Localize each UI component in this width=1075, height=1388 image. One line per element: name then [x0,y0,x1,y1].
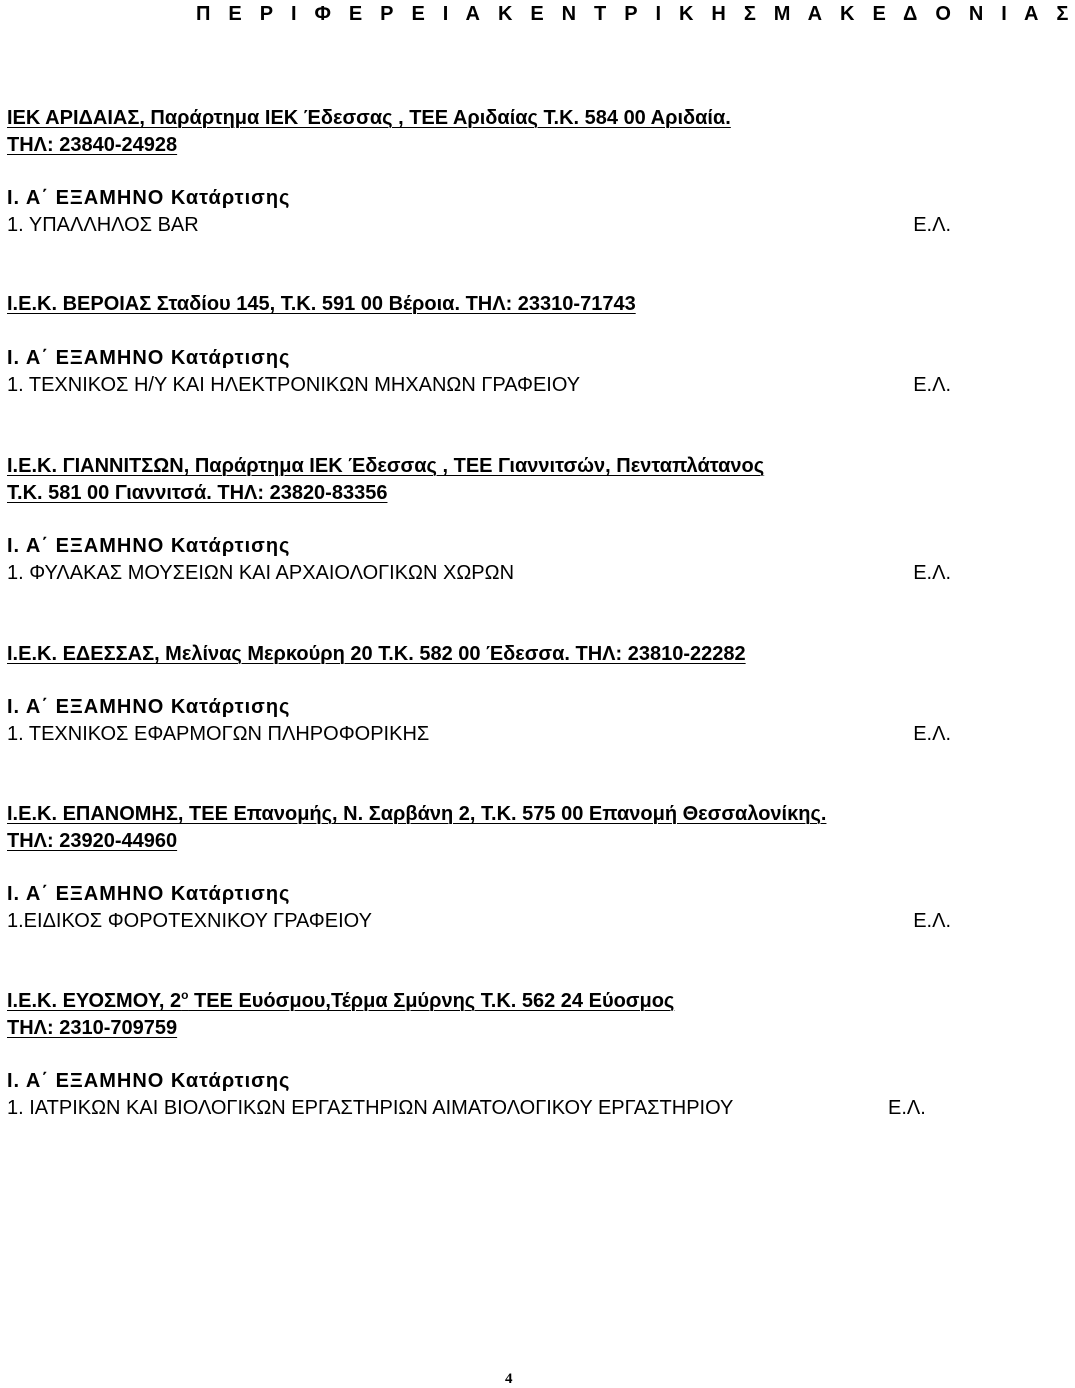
institute-name-suffix: ΤΕΕ Ευόσμου,Τέρμα Σμύρνης Τ.Κ. 562 24 Εύοσμος [188,990,675,1012]
institute-phone: ΤΗΛ: 23840-24928 [7,134,178,156]
semester-heading: Ι. Α΄ ΕΞΑΜΗΝΟ Κατάρτισης [7,187,291,209]
course-code: Ε.Λ. [888,1097,926,1119]
course-name: 1. ΥΠΑΛΛΗΛΟΣ BAR [7,214,199,236]
semester-heading: Ι. Α΄ ΕΞΑΜΗΝΟ Κατάρτισης [7,535,291,557]
course-code: Ε.Λ. [913,562,951,584]
course-name: 1. ΤΕΧΝΙΚΟΣ Η/Υ ΚΑΙ ΗΛΕΚΤΡΟΝΙΚΩΝ ΜΗΧΑΝΩΝ ΓΡΑΦΕΙΟΥ [7,374,581,396]
institute-name: ΙΕΚ ΑΡΙΔΑΙΑΣ, Παράρτημα ΙΕΚ Έδεσσας , ΤΕΕ Αριδαίας Τ.Κ. 584 00 Αριδαία. [7,107,731,129]
page-number: 4 [505,1371,513,1387]
semester-heading: Ι. Α΄ ΕΞΑΜΗΝΟ Κατάρτισης [7,883,291,905]
course-code: Ε.Λ. [913,723,951,745]
semester-heading: Ι. Α΄ ΕΞΑΜΗΝΟ Κατάρτισης [7,696,291,718]
institute-name-prefix: Ι.Ε.Κ. ΕΥΟΣΜΟΥ, 2 [7,990,182,1012]
institute-name [7,989,674,1013]
course-code: Ε.Λ. [913,910,951,932]
semester-heading: Ι. Α΄ ΕΞΑΜΗΝΟ Κατάρτισης [7,1070,291,1092]
institute-name: Ι.Ε.Κ. ΓΙΑΝΝΙΤΣΩΝ, Παράρτημα ΙΕΚ Έδεσσας , ΤΕΕ Γιαννιτσών, Πενταπλάτανος [7,455,765,477]
semester-heading: Ι. Α΄ ΕΞΑΜΗΝΟ Κατάρτισης [7,347,291,369]
course-name: 1.ΕΙΔΙΚΟΣ ΦΟΡΟΤΕΧΝΙΚΟΥ ΓΡΑΦΕΙΟΥ [7,910,372,932]
institute-phone: ΤΗΛ: 2310-709759 [7,1017,178,1039]
course-code: Ε.Λ. [913,214,951,236]
course-name: 1. ΙΑΤΡΙΚΩΝ ΚΑΙ ΒΙΟΛΟΓΙΚΩΝ ΕΡΓΑΣΤΗΡΙΩΝ ΑΙΜΑΤΟΛΟΓΙΚΟΥ ΕΡΓΑΣΤΗΡΙΟΥ [7,1097,734,1119]
institute-name: Ι.Ε.Κ. ΒΕΡΟΙΑΣ Σταδίου 145, Τ.Κ. 591 00 Βέροια. ΤΗΛ: 23310-71743 [7,293,636,315]
institute-name: Ι.Ε.Κ. ΕΠΑΝΟΜΗΣ, ΤΕΕ Επανομής, Ν. Σαρβάνη 2, Τ.Κ. 575 00 Επανομή Θεσσαλονίκης. [7,803,827,825]
course-name: 1. ΦΥΛΑΚΑΣ ΜΟΥΣΕΙΩΝ ΚΑΙ ΑΡΧΑΙΟΛΟΓΙΚΩΝ ΧΩΡΩΝ [7,562,515,584]
institute-address: Τ.Κ. 581 00 Γιαννιτσά. ΤΗΛ: 23820-83356 [7,482,388,504]
institute-name: Ι.Ε.Κ. ΕΔΕΣΣΑΣ, Μελίνας Μερκούρη 20 Τ.Κ. 582 00 Έδεσσα. ΤΗΛ: 23810-22282 [7,643,746,665]
ordinal-superscript: ο [181,988,189,1002]
institute-phone: ΤΗΛ: 23920-44960 [7,830,178,852]
region-title: Π Ε Ρ Ι Φ Ε Ρ Ε Ι Α Κ Ε Ν Τ Ρ Ι Κ Η Σ Μ Α Κ Ε Δ Ο Ν Ι Α Σ [196,3,1075,25]
course-code: Ε.Λ. [913,374,951,396]
course-name: 1. ΤΕΧΝΙΚΟΣ ΕΦΑΡΜΟΓΩΝ ΠΛΗΡΟΦΟΡΙΚΗΣ [7,723,430,745]
